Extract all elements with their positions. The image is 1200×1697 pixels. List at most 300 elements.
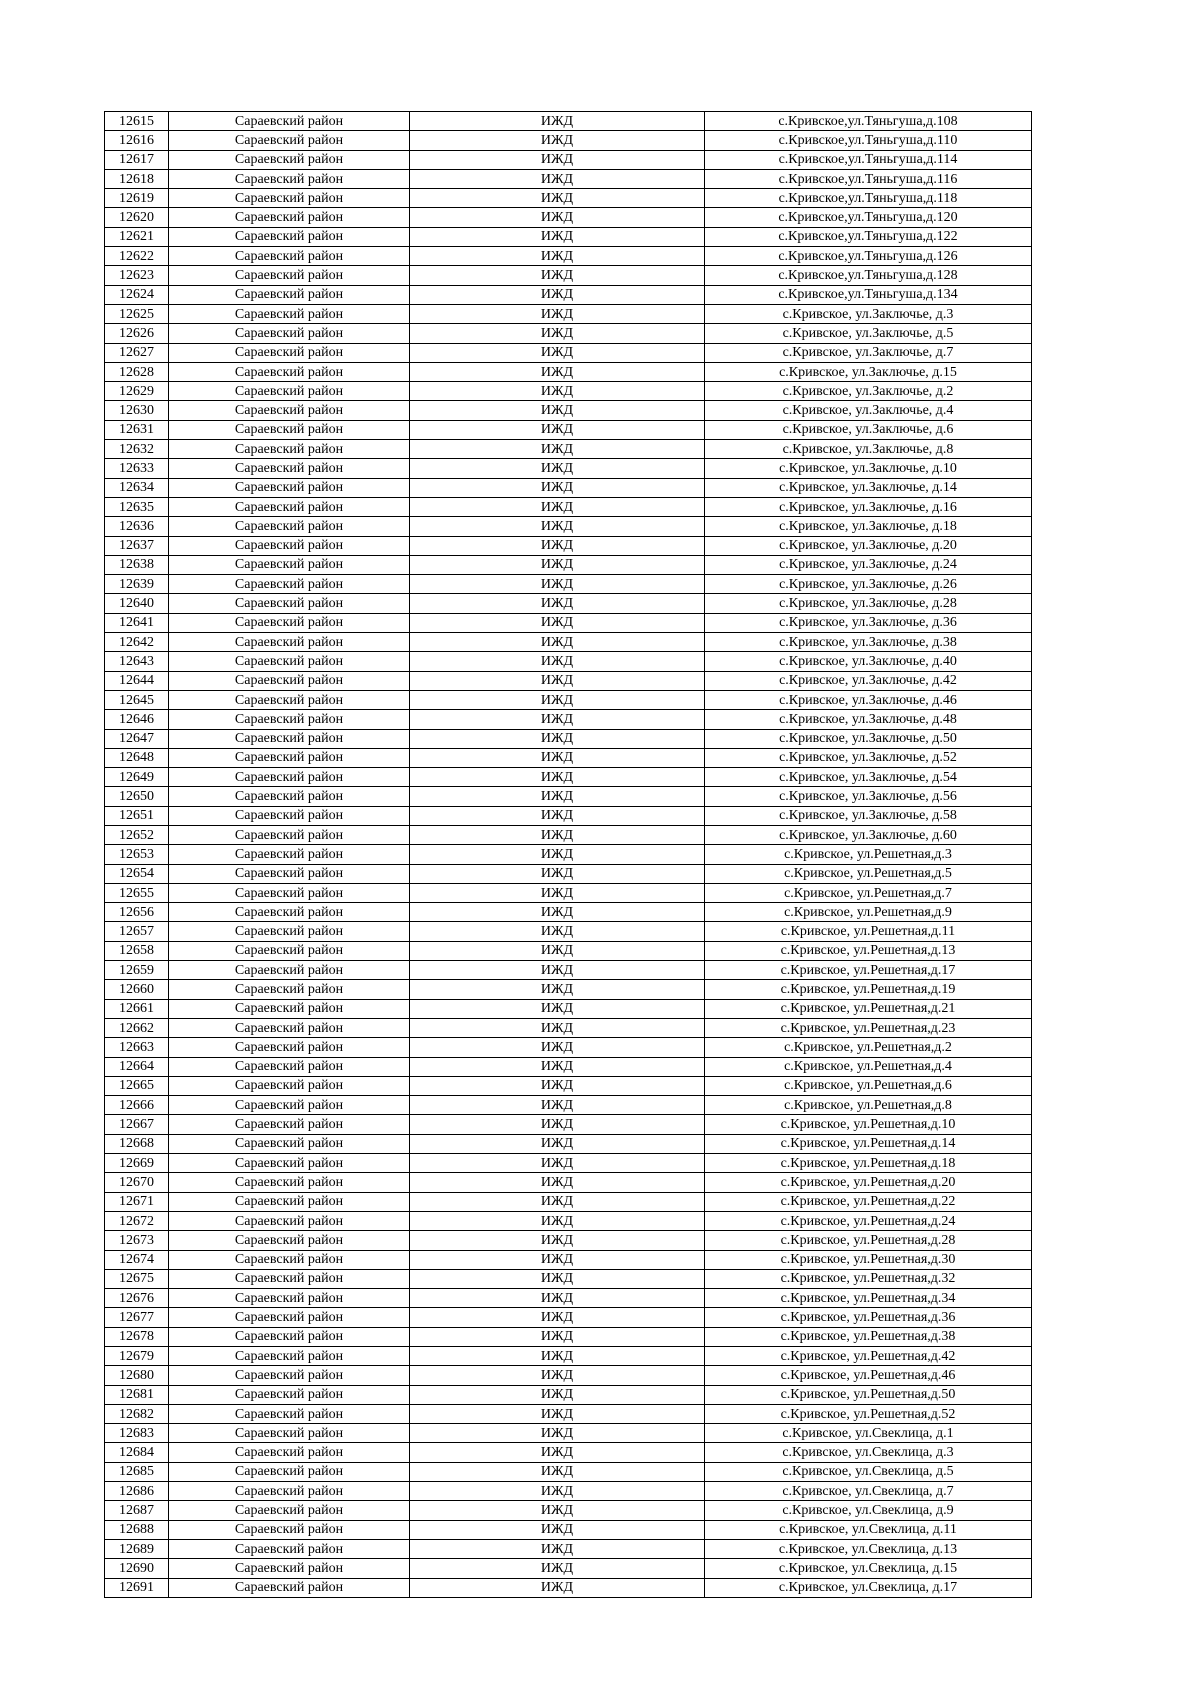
- object-type-cell: ИЖД: [410, 343, 705, 362]
- table-row: [105, 671, 1032, 690]
- object-type-cell: ИЖД: [410, 633, 705, 652]
- district-cell: Сараевский район: [169, 1308, 410, 1327]
- district-cell: Сараевский район: [169, 555, 410, 574]
- table-row: [105, 227, 1032, 246]
- address-cell: с.Кривское, ул.Решетная,д.11: [705, 922, 1032, 941]
- address-cell: с.Кривское, ул.Заключье, д.48: [705, 710, 1032, 729]
- object-type-cell: ИЖД: [410, 1578, 705, 1597]
- district-cell: Сараевский район: [169, 1154, 410, 1173]
- table-row: [105, 1404, 1032, 1423]
- district-cell: Сараевский район: [169, 941, 410, 960]
- table-row: [105, 343, 1032, 362]
- address-cell: с.Кривское, ул.Заключье, д.5: [705, 324, 1032, 343]
- object-type-cell: ИЖД: [410, 382, 705, 401]
- row-number: 12670: [105, 1173, 169, 1192]
- table-row: [105, 980, 1032, 999]
- address-cell: с.Кривское,ул.Тяньгуша,д.108: [705, 112, 1032, 131]
- address-cell: с.Кривское, ул.Решетная,д.22: [705, 1192, 1032, 1211]
- address-cell: с.Кривское,ул.Тяньгуша,д.116: [705, 169, 1032, 188]
- address-cell: с.Кривское,ул.Тяньгуша,д.114: [705, 150, 1032, 169]
- district-cell: Сараевский район: [169, 748, 410, 767]
- table-row: [105, 478, 1032, 497]
- row-number: 12662: [105, 1018, 169, 1037]
- row-number: 12636: [105, 517, 169, 536]
- object-type-cell: ИЖД: [410, 304, 705, 323]
- table-row: [105, 710, 1032, 729]
- address-cell: с.Кривское, ул.Решетная,д.42: [705, 1347, 1032, 1366]
- district-cell: Сараевский район: [169, 1096, 410, 1115]
- object-type-cell: ИЖД: [410, 1154, 705, 1173]
- table-row: [105, 1443, 1032, 1462]
- table-row: [105, 1018, 1032, 1037]
- district-cell: Сараевский район: [169, 613, 410, 632]
- row-number: 12689: [105, 1539, 169, 1558]
- object-type-cell: ИЖД: [410, 903, 705, 922]
- object-type-cell: ИЖД: [410, 768, 705, 787]
- district-cell: Сараевский район: [169, 903, 410, 922]
- address-cell: с.Кривское, ул.Решетная,д.8: [705, 1096, 1032, 1115]
- object-type-cell: ИЖД: [410, 1462, 705, 1481]
- object-type-cell: ИЖД: [410, 169, 705, 188]
- row-number: 12667: [105, 1115, 169, 1134]
- address-cell: с.Кривское, ул.Заключье, д.2: [705, 382, 1032, 401]
- registry-table-body: [105, 112, 1032, 1598]
- table-row: [105, 845, 1032, 864]
- address-cell: с.Кривское,ул.Тяньгуша,д.122: [705, 227, 1032, 246]
- address-cell: с.Кривское,ул.Тяньгуша,д.118: [705, 189, 1032, 208]
- row-number: 12631: [105, 420, 169, 439]
- address-cell: с.Кривское, ул.Решетная,д.14: [705, 1134, 1032, 1153]
- district-cell: Сараевский район: [169, 690, 410, 709]
- district-cell: Сараевский район: [169, 1366, 410, 1385]
- object-type-cell: ИЖД: [410, 285, 705, 304]
- address-cell: с.Кривское, ул.Решетная,д.34: [705, 1289, 1032, 1308]
- district-cell: Сараевский район: [169, 961, 410, 980]
- table-row: [105, 1520, 1032, 1539]
- address-cell: с.Кривское, ул.Свеклица, д.7: [705, 1482, 1032, 1501]
- district-cell: Сараевский район: [169, 1192, 410, 1211]
- row-number: 12678: [105, 1327, 169, 1346]
- address-cell: с.Кривское, ул.Решетная,д.3: [705, 845, 1032, 864]
- address-cell: с.Кривское, ул.Заключье, д.52: [705, 748, 1032, 767]
- address-cell: с.Кривское, ул.Заключье, д.18: [705, 517, 1032, 536]
- row-number: 12661: [105, 999, 169, 1018]
- district-cell: Сараевский район: [169, 1424, 410, 1443]
- table-row: [105, 1385, 1032, 1404]
- row-number: 12648: [105, 748, 169, 767]
- address-cell: с.Кривское, ул.Решетная,д.13: [705, 941, 1032, 960]
- object-type-cell: ИЖД: [410, 1327, 705, 1346]
- table-row: [105, 169, 1032, 188]
- object-type-cell: ИЖД: [410, 1404, 705, 1423]
- object-type-cell: ИЖД: [410, 1385, 705, 1404]
- table-row: [105, 1327, 1032, 1346]
- row-number: 12684: [105, 1443, 169, 1462]
- row-number: 12686: [105, 1482, 169, 1501]
- address-cell: с.Кривское, ул.Заключье, д.56: [705, 787, 1032, 806]
- object-type-cell: ИЖД: [410, 112, 705, 131]
- row-number: 12659: [105, 961, 169, 980]
- object-type-cell: ИЖД: [410, 227, 705, 246]
- district-cell: Сараевский район: [169, 266, 410, 285]
- district-cell: Сараевский район: [169, 671, 410, 690]
- district-cell: Сараевский район: [169, 1076, 410, 1095]
- district-cell: Сараевский район: [169, 440, 410, 459]
- object-type-cell: ИЖД: [410, 1211, 705, 1230]
- row-number: 12646: [105, 710, 169, 729]
- object-type-cell: ИЖД: [410, 497, 705, 516]
- table-row: [105, 1289, 1032, 1308]
- row-number: 12672: [105, 1211, 169, 1230]
- address-cell: с.Кривское,ул.Тяньгуша,д.120: [705, 208, 1032, 227]
- address-cell: с.Кривское, ул.Заключье, д.60: [705, 825, 1032, 844]
- address-cell: с.Кривское, ул.Решетная,д.24: [705, 1211, 1032, 1230]
- object-type-cell: ИЖД: [410, 1347, 705, 1366]
- district-cell: Сараевский район: [169, 420, 410, 439]
- district-cell: Сараевский район: [169, 999, 410, 1018]
- district-cell: Сараевский район: [169, 1057, 410, 1076]
- district-cell: Сараевский район: [169, 401, 410, 420]
- address-cell: с.Кривское, ул.Решетная,д.46: [705, 1366, 1032, 1385]
- table-row: [105, 517, 1032, 536]
- row-number: 12673: [105, 1231, 169, 1250]
- object-type-cell: ИЖД: [410, 1482, 705, 1501]
- table-row: [105, 1559, 1032, 1578]
- district-cell: Сараевский район: [169, 1347, 410, 1366]
- district-cell: Сараевский район: [169, 1018, 410, 1037]
- table-row: [105, 652, 1032, 671]
- address-cell: с.Кривское, ул.Заключье, д.7: [705, 343, 1032, 362]
- row-number: 12633: [105, 459, 169, 478]
- district-cell: Сараевский район: [169, 1404, 410, 1423]
- table-row: [105, 1115, 1032, 1134]
- district-cell: Сараевский район: [169, 1482, 410, 1501]
- address-cell: с.Кривское, ул.Заключье, д.4: [705, 401, 1032, 420]
- object-type-cell: ИЖД: [410, 440, 705, 459]
- address-cell: с.Кривское,ул.Тяньгуша,д.110: [705, 131, 1032, 150]
- table-row: [105, 324, 1032, 343]
- object-type-cell: ИЖД: [410, 710, 705, 729]
- row-number: 12676: [105, 1289, 169, 1308]
- address-cell: с.Кривское, ул.Заключье, д.20: [705, 536, 1032, 555]
- row-number: 12652: [105, 825, 169, 844]
- district-cell: Сараевский район: [169, 1115, 410, 1134]
- table-row: [105, 382, 1032, 401]
- object-type-cell: ИЖД: [410, 999, 705, 1018]
- row-number: 12639: [105, 575, 169, 594]
- row-number: 12638: [105, 555, 169, 574]
- row-number: 12691: [105, 1578, 169, 1597]
- district-cell: Сараевский район: [169, 825, 410, 844]
- table-row: [105, 1096, 1032, 1115]
- row-number: 12616: [105, 131, 169, 150]
- district-cell: Сараевский район: [169, 1211, 410, 1230]
- row-number: 12650: [105, 787, 169, 806]
- address-cell: с.Кривское,ул.Тяньгуша,д.134: [705, 285, 1032, 304]
- object-type-cell: ИЖД: [410, 1115, 705, 1134]
- district-cell: Сараевский район: [169, 845, 410, 864]
- table-row: [105, 1347, 1032, 1366]
- table-row: [105, 1231, 1032, 1250]
- address-cell: с.Кривское, ул.Решетная,д.19: [705, 980, 1032, 999]
- object-type-cell: ИЖД: [410, 845, 705, 864]
- object-type-cell: ИЖД: [410, 324, 705, 343]
- row-number: 12617: [105, 150, 169, 169]
- table-row: [105, 497, 1032, 516]
- district-cell: Сараевский район: [169, 1578, 410, 1597]
- object-type-cell: ИЖД: [410, 690, 705, 709]
- object-type-cell: ИЖД: [410, 787, 705, 806]
- district-cell: Сараевский район: [169, 459, 410, 478]
- object-type-cell: ИЖД: [410, 1038, 705, 1057]
- object-type-cell: ИЖД: [410, 748, 705, 767]
- district-cell: Сараевский район: [169, 131, 410, 150]
- table-row: [105, 1173, 1032, 1192]
- row-number: 12615: [105, 112, 169, 131]
- table-row: [105, 266, 1032, 285]
- district-cell: Сараевский район: [169, 517, 410, 536]
- address-cell: с.Кривское, ул.Свеклица, д.15: [705, 1559, 1032, 1578]
- table-row: [105, 1250, 1032, 1269]
- district-cell: Сараевский район: [169, 497, 410, 516]
- object-type-cell: ИЖД: [410, 150, 705, 169]
- district-cell: Сараевский район: [169, 189, 410, 208]
- table-row: [105, 1076, 1032, 1095]
- table-row: [105, 941, 1032, 960]
- object-type-cell: ИЖД: [410, 1443, 705, 1462]
- object-type-cell: ИЖД: [410, 478, 705, 497]
- table-row: [105, 1134, 1032, 1153]
- row-number: 12629: [105, 382, 169, 401]
- address-cell: с.Кривское, ул.Решетная,д.18: [705, 1154, 1032, 1173]
- district-cell: Сараевский район: [169, 1327, 410, 1346]
- district-cell: Сараевский район: [169, 1269, 410, 1288]
- table-row: [105, 112, 1032, 131]
- object-type-cell: ИЖД: [410, 420, 705, 439]
- row-number: 12690: [105, 1559, 169, 1578]
- object-type-cell: ИЖД: [410, 1192, 705, 1211]
- address-cell: с.Кривское, ул.Решетная,д.5: [705, 864, 1032, 883]
- row-number: 12688: [105, 1520, 169, 1539]
- district-cell: Сараевский район: [169, 1385, 410, 1404]
- table-row: [105, 903, 1032, 922]
- address-cell: с.Кривское, ул.Заключье, д.36: [705, 613, 1032, 632]
- row-number: 12683: [105, 1424, 169, 1443]
- district-cell: Сараевский район: [169, 768, 410, 787]
- district-cell: Сараевский район: [169, 787, 410, 806]
- table-row: [105, 1578, 1032, 1597]
- row-number: 12641: [105, 613, 169, 632]
- table-row: [105, 285, 1032, 304]
- district-cell: Сараевский район: [169, 1231, 410, 1250]
- table-row: [105, 1539, 1032, 1558]
- row-number: 12621: [105, 227, 169, 246]
- table-row: [105, 1057, 1032, 1076]
- object-type-cell: ИЖД: [410, 671, 705, 690]
- district-cell: Сараевский район: [169, 1443, 410, 1462]
- object-type-cell: ИЖД: [410, 1308, 705, 1327]
- table-row: [105, 748, 1032, 767]
- address-cell: с.Кривское, ул.Решетная,д.52: [705, 1404, 1032, 1423]
- object-type-cell: ИЖД: [410, 922, 705, 941]
- address-cell: с.Кривское, ул.Заключье, д.14: [705, 478, 1032, 497]
- table-row: [105, 362, 1032, 381]
- district-cell: Сараевский район: [169, 208, 410, 227]
- row-number: 12664: [105, 1057, 169, 1076]
- row-number: 12660: [105, 980, 169, 999]
- district-cell: Сараевский район: [169, 304, 410, 323]
- district-cell: Сараевский район: [169, 922, 410, 941]
- object-type-cell: ИЖД: [410, 613, 705, 632]
- table-row: [105, 1501, 1032, 1520]
- row-number: 12649: [105, 768, 169, 787]
- district-cell: Сараевский район: [169, 980, 410, 999]
- row-number: 12642: [105, 633, 169, 652]
- district-cell: Сараевский район: [169, 382, 410, 401]
- address-cell: с.Кривское, ул.Заключье, д.16: [705, 497, 1032, 516]
- table-row: [105, 1424, 1032, 1443]
- table-row: [105, 633, 1032, 652]
- row-number: 12627: [105, 343, 169, 362]
- address-cell: с.Кривское, ул.Заключье, д.46: [705, 690, 1032, 709]
- address-cell: с.Кривское, ул.Решетная,д.32: [705, 1269, 1032, 1288]
- row-number: 12658: [105, 941, 169, 960]
- row-number: 12679: [105, 1347, 169, 1366]
- row-number: 12653: [105, 845, 169, 864]
- object-type-cell: ИЖД: [410, 961, 705, 980]
- row-number: 12671: [105, 1192, 169, 1211]
- table-row: [105, 864, 1032, 883]
- table-row: [105, 1269, 1032, 1288]
- address-cell: с.Кривское, ул.Заключье, д.50: [705, 729, 1032, 748]
- address-cell: с.Кривское, ул.Решетная,д.4: [705, 1057, 1032, 1076]
- object-type-cell: ИЖД: [410, 864, 705, 883]
- address-cell: с.Кривское,ул.Тяньгуша,д.126: [705, 247, 1032, 266]
- table-row: [105, 420, 1032, 439]
- table-row: [105, 575, 1032, 594]
- table-row: [105, 536, 1032, 555]
- table-row: [105, 247, 1032, 266]
- address-cell: с.Кривское, ул.Решетная,д.7: [705, 883, 1032, 902]
- table-row: [105, 787, 1032, 806]
- row-number: 12630: [105, 401, 169, 420]
- district-cell: Сараевский район: [169, 1462, 410, 1481]
- object-type-cell: ИЖД: [410, 1231, 705, 1250]
- object-type-cell: ИЖД: [410, 1539, 705, 1558]
- registry-table: [104, 111, 1032, 1598]
- object-type-cell: ИЖД: [410, 247, 705, 266]
- row-number: 12634: [105, 478, 169, 497]
- row-number: 12680: [105, 1366, 169, 1385]
- object-type-cell: ИЖД: [410, 459, 705, 478]
- address-cell: с.Кривское, ул.Заключье, д.28: [705, 594, 1032, 613]
- object-type-cell: ИЖД: [410, 1424, 705, 1443]
- table-row: [105, 1308, 1032, 1327]
- address-cell: с.Кривское, ул.Решетная,д.50: [705, 1385, 1032, 1404]
- row-number: 12669: [105, 1154, 169, 1173]
- object-type-cell: ИЖД: [410, 652, 705, 671]
- object-type-cell: ИЖД: [410, 1520, 705, 1539]
- row-number: 12628: [105, 362, 169, 381]
- district-cell: Сараевский район: [169, 729, 410, 748]
- address-cell: с.Кривское, ул.Заключье, д.54: [705, 768, 1032, 787]
- object-type-cell: ИЖД: [410, 980, 705, 999]
- table-row: [105, 459, 1032, 478]
- address-cell: с.Кривское, ул.Заключье, д.42: [705, 671, 1032, 690]
- row-number: 12623: [105, 266, 169, 285]
- row-number: 12663: [105, 1038, 169, 1057]
- district-cell: Сараевский район: [169, 710, 410, 729]
- district-cell: Сараевский район: [169, 478, 410, 497]
- table-row: [105, 131, 1032, 150]
- address-cell: с.Кривское, ул.Решетная,д.20: [705, 1173, 1032, 1192]
- row-number: 12625: [105, 304, 169, 323]
- address-cell: с.Кривское, ул.Заключье, д.58: [705, 806, 1032, 825]
- object-type-cell: ИЖД: [410, 1018, 705, 1037]
- object-type-cell: ИЖД: [410, 536, 705, 555]
- row-number: 12637: [105, 536, 169, 555]
- address-cell: с.Кривское, ул.Свеклица, д.17: [705, 1578, 1032, 1597]
- district-cell: Сараевский район: [169, 806, 410, 825]
- district-cell: Сараевский район: [169, 1250, 410, 1269]
- object-type-cell: ИЖД: [410, 1501, 705, 1520]
- address-cell: с.Кривское, ул.Решетная,д.10: [705, 1115, 1032, 1134]
- district-cell: Сараевский район: [169, 150, 410, 169]
- object-type-cell: ИЖД: [410, 1559, 705, 1578]
- address-cell: с.Кривское, ул.Решетная,д.28: [705, 1231, 1032, 1250]
- row-number: 12685: [105, 1462, 169, 1481]
- object-type-cell: ИЖД: [410, 1289, 705, 1308]
- table-row: [105, 440, 1032, 459]
- district-cell: Сараевский район: [169, 227, 410, 246]
- address-cell: с.Кривское, ул.Решетная,д.36: [705, 1308, 1032, 1327]
- object-type-cell: ИЖД: [410, 883, 705, 902]
- row-number: 12654: [105, 864, 169, 883]
- district-cell: Сараевский район: [169, 883, 410, 902]
- address-cell: с.Кривское, ул.Решетная,д.9: [705, 903, 1032, 922]
- object-type-cell: ИЖД: [410, 208, 705, 227]
- table-row: [105, 1482, 1032, 1501]
- row-number: 12666: [105, 1096, 169, 1115]
- object-type-cell: ИЖД: [410, 1173, 705, 1192]
- address-cell: с.Кривское, ул.Свеклица, д.5: [705, 1462, 1032, 1481]
- row-number: 12645: [105, 690, 169, 709]
- district-cell: Сараевский район: [169, 1289, 410, 1308]
- table-row: [105, 961, 1032, 980]
- address-cell: с.Кривское, ул.Заключье, д.40: [705, 652, 1032, 671]
- row-number: 12624: [105, 285, 169, 304]
- address-cell: с.Кривское, ул.Решетная,д.17: [705, 961, 1032, 980]
- address-cell: с.Кривское, ул.Свеклица, д.11: [705, 1520, 1032, 1539]
- address-cell: с.Кривское, ул.Решетная,д.2: [705, 1038, 1032, 1057]
- district-cell: Сараевский район: [169, 112, 410, 131]
- row-number: 12635: [105, 497, 169, 516]
- address-cell: с.Кривское, ул.Решетная,д.38: [705, 1327, 1032, 1346]
- address-cell: с.Кривское, ул.Свеклица, д.13: [705, 1539, 1032, 1558]
- district-cell: Сараевский район: [169, 633, 410, 652]
- address-cell: с.Кривское, ул.Заключье, д.38: [705, 633, 1032, 652]
- object-type-cell: ИЖД: [410, 825, 705, 844]
- district-cell: Сараевский район: [169, 324, 410, 343]
- object-type-cell: ИЖД: [410, 1096, 705, 1115]
- district-cell: Сараевский район: [169, 1134, 410, 1153]
- row-number: 12668: [105, 1134, 169, 1153]
- address-cell: с.Кривское, ул.Решетная,д.23: [705, 1018, 1032, 1037]
- table-row: [105, 922, 1032, 941]
- table-row: [105, 768, 1032, 787]
- district-cell: Сараевский район: [169, 285, 410, 304]
- address-cell: с.Кривское, ул.Свеклица, д.9: [705, 1501, 1032, 1520]
